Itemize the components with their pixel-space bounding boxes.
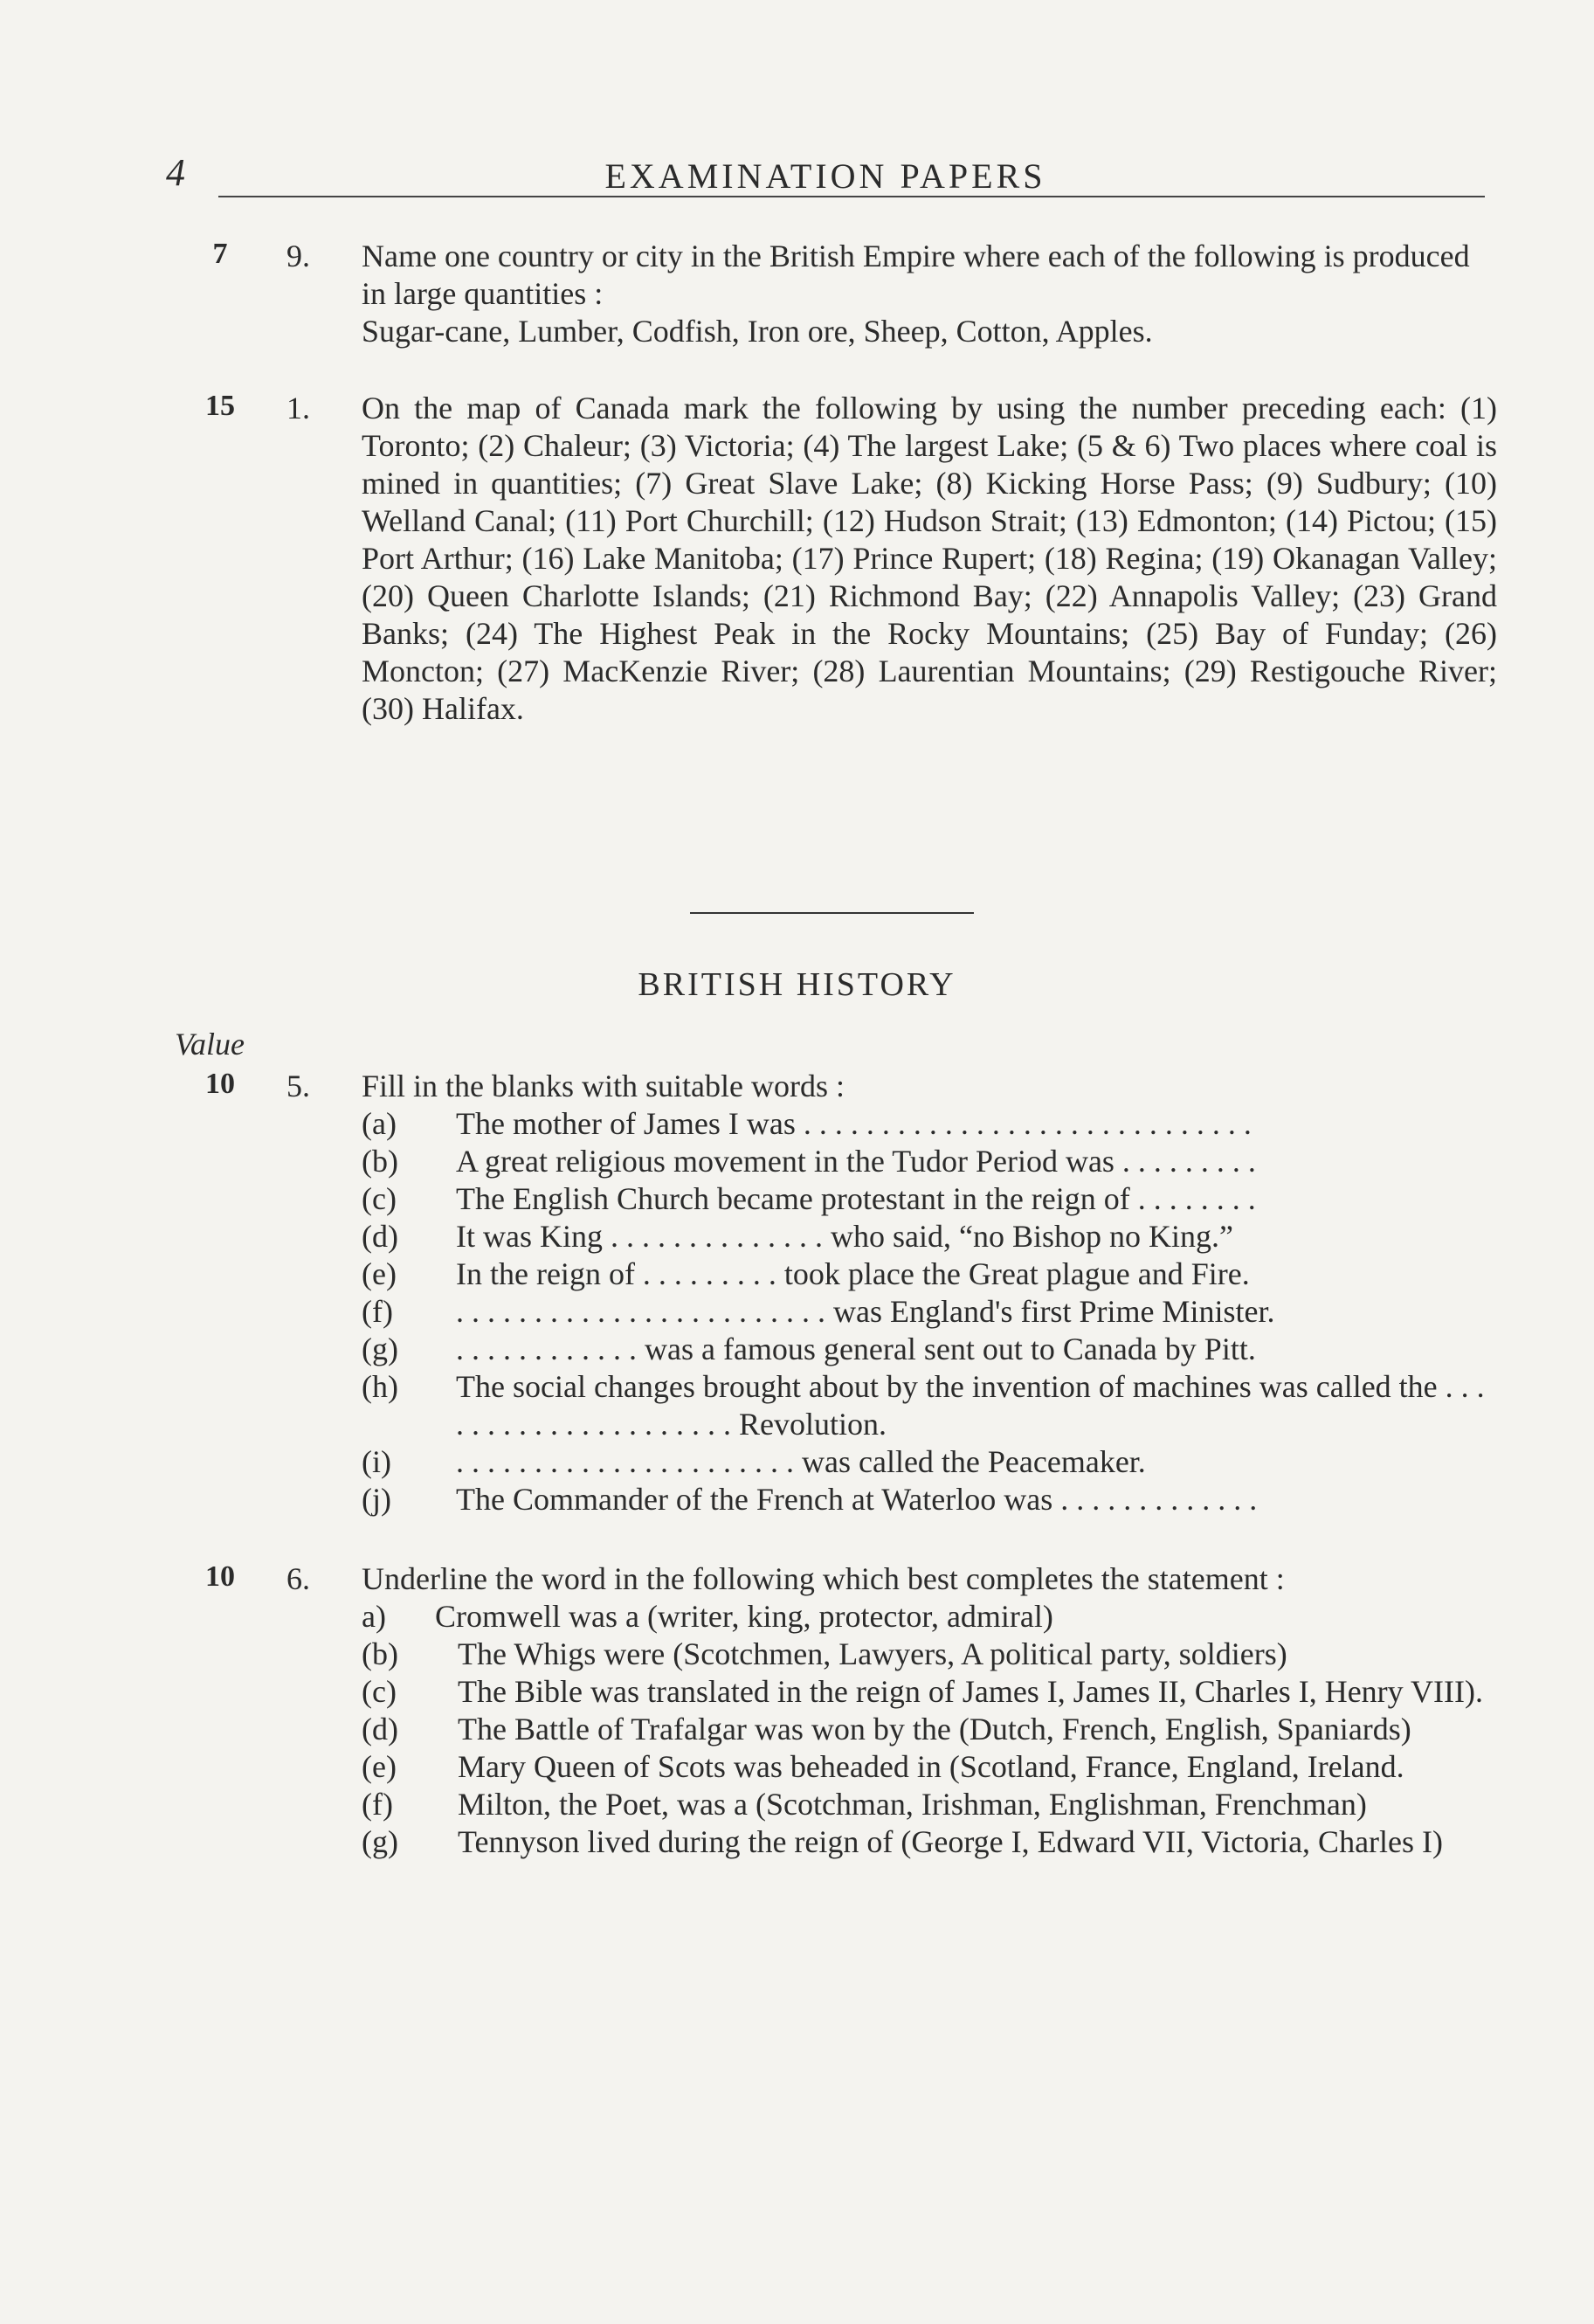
choice-item-e xyxy=(362,1748,1497,1786)
blank-item-c xyxy=(362,1180,1497,1218)
item-text: It was King . . . . . . . . . . . . . . who said, “no Bishop no King.” xyxy=(456,1219,1233,1254)
item-text: . . . . . . . . . . . . . . . . . . . . . . . . was England's first Prime Minister. xyxy=(456,1294,1275,1329)
question-number: 9. xyxy=(286,239,310,273)
question-text: Name one country or city in the British Empire where each of the following is produced in large quantities : xyxy=(362,239,1470,311)
choice-item-g xyxy=(362,1823,1497,1861)
item-text: Milton, the Poet, was a (Scotchman, Irishman, Englishman, Frenchman) xyxy=(458,1787,1367,1822)
blank-item-i xyxy=(362,1443,1497,1481)
question-text: Fill in the blanks with suitable words : xyxy=(362,1069,845,1103)
item-label: (d) xyxy=(362,1712,398,1746)
item-label: (h) xyxy=(362,1369,398,1404)
item-label: (c) xyxy=(362,1181,397,1216)
item-label: (a) xyxy=(362,1106,397,1141)
item-text: The Battle of Trafalgar was won by the (Dutch, French, English, Spaniards) xyxy=(458,1712,1411,1746)
choice-item-b xyxy=(362,1636,1497,1673)
blank-item-a xyxy=(362,1105,1497,1143)
item-text: The social changes brought about by the invention of machines was called the . . . . . . . . . . . . . . . . . . . . . Revolution. xyxy=(456,1369,1485,1442)
question-number: 5. xyxy=(286,1069,310,1103)
blank-item-b xyxy=(362,1143,1497,1180)
header-rule xyxy=(218,196,1485,197)
item-text: The English Church became protestant in the reign of . . . . . . . . xyxy=(456,1181,1256,1216)
item-text: Mary Queen of Scots was beheaded in (Scotland, France, England, Ireland. xyxy=(458,1749,1404,1784)
section-title: BRITISH HISTORY xyxy=(638,966,956,1003)
blank-item-j xyxy=(362,1481,1497,1518)
item-label: (b) xyxy=(362,1144,398,1179)
choice-item-c xyxy=(362,1673,1497,1711)
question-value: 7 xyxy=(212,238,228,270)
item-label: (f) xyxy=(362,1787,393,1822)
question-body xyxy=(362,1068,1497,1518)
item-label: (j) xyxy=(362,1482,391,1517)
question-list: Sugar-cane, Lumber, Codfish, Iron ore, Sheep, Cotton, Apples. xyxy=(362,314,1153,349)
page-header xyxy=(166,150,1485,203)
item-label: a) xyxy=(362,1599,386,1634)
question-body xyxy=(362,1560,1497,1861)
item-label: (e) xyxy=(362,1256,397,1291)
blank-item-g xyxy=(362,1331,1497,1368)
question-value: 10 xyxy=(205,1560,235,1593)
item-text: Tennyson lived during the reign of (George I, Edward VII, Victoria, Charles I) xyxy=(458,1824,1444,1859)
question-body xyxy=(362,238,1497,350)
item-text: . . . . . . . . . . . . was a famous general sent out to Canada by Pitt. xyxy=(456,1331,1256,1366)
question-number: 1. xyxy=(286,391,310,425)
question-number: 6. xyxy=(286,1561,310,1596)
item-label: (d) xyxy=(362,1219,398,1254)
choice-item-d xyxy=(362,1711,1497,1748)
blank-item-e xyxy=(362,1255,1497,1293)
item-label: (g) xyxy=(362,1331,398,1366)
item-label: (e) xyxy=(362,1749,397,1784)
item-text: Cromwell was a (writer, king, protector, admiral) xyxy=(435,1599,1053,1634)
section-divider xyxy=(690,912,974,914)
item-text: The mother of James I was . . . . . . . . . . . . . . . . . . . . . . . . . . . . . xyxy=(456,1106,1252,1141)
item-text: A great religious movement in the Tudor Period was . . . . . . . . . xyxy=(456,1144,1256,1179)
choice-item-a xyxy=(362,1598,1497,1636)
item-label: (g) xyxy=(362,1824,398,1859)
item-label: (f) xyxy=(362,1294,393,1329)
value-column-label: Value xyxy=(175,1027,245,1062)
item-text: The Bible was translated in the reign of James I, James II, Charles I, Henry VIII). xyxy=(458,1674,1483,1709)
item-text: . . . . . . . . . . . . . . . . . . . . . . was called the Peacemaker. xyxy=(456,1444,1146,1479)
question-value: 10 xyxy=(205,1068,235,1100)
header-title: EXAMINATION PAPERS xyxy=(604,156,1046,196)
item-text: The Whigs were (Scotchmen, Lawyers, A political party, soldiers) xyxy=(458,1636,1287,1671)
question-text: Underline the word in the following which best completes the statement : xyxy=(362,1561,1285,1596)
item-label: (c) xyxy=(362,1674,397,1709)
item-label: (b) xyxy=(362,1636,398,1671)
choice-item-f xyxy=(362,1786,1497,1823)
page-number: 4 xyxy=(166,151,185,194)
item-text: The Commander of the French at Waterloo was . . . . . . . . . . . . . xyxy=(456,1482,1258,1517)
item-label: (i) xyxy=(362,1444,391,1479)
question-text: On the map of Canada mark the following by using the number preceding each: (1) Toronto; (2) Chaleur; (3) Victoria; (4) The largest Lake; (5 & 6) Two places where coal is mined in quantities; (7) Great Slave Lake; (8) Kicking Horse Pass; (9) Sudbury; (10) Welland Canal; (11) Port Churchill; (12) Hudson Strait; (13) Edmonton; (14) Pictou; (15) Port Arthur; (16) Lake Manitoba; (17) Prince Rupert; (18) Regina; (19) Okanagan Valley; (20) Queen Charlotte Islands; (21) Richmond Bay; (22) Annapolis Valley; (23) Grand Banks; (24) The Highest Peak in the Rocky Mountains; (25) Bay of Funday; (26) Moncton; (27) MacKenzie River; (28) Laurentian Mountains; (29) Restigouche River; (30) Halifax. xyxy=(362,391,1497,726)
blank-item-d xyxy=(362,1218,1497,1255)
blank-item-h xyxy=(362,1368,1497,1443)
question-value: 15 xyxy=(205,390,235,422)
item-text: In the reign of . . . . . . . . . took place the Great plague and Fire. xyxy=(456,1256,1250,1291)
blank-item-f xyxy=(362,1293,1497,1331)
